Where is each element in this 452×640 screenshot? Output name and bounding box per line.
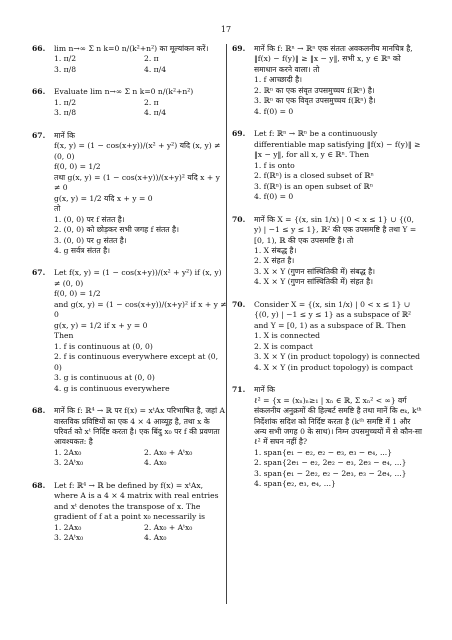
question-right-2 xyxy=(232,215,422,288)
question-number: 68. xyxy=(32,406,46,416)
question-text: मानें कि X = {(x, sin 1/x) | 0 < x ≤ 1} ∪ {(0, y) | −1 ≤ y ≤ 1}, ℝ² की एक उपसमष्टि है तथा Y = [0, 1), ℝ की एक उपसमष्टि है। तो xyxy=(254,214,417,245)
question-spacer xyxy=(232,288,422,300)
question-text: तथा g(x, y) = (1 − cos(x+y))/(x+y)² यदि x + y ≠ 0 xyxy=(54,172,220,193)
question-number: 70. xyxy=(232,299,246,309)
answer-option[interactable]: 2. (0, 0) को छोड़कर सभी जगह f संतत है। xyxy=(54,225,179,235)
answer-option[interactable]: 2. ℝⁿ का एक संवृत उपसमुच्चय f(ℝⁿ) है। xyxy=(254,85,375,95)
question-left-5 xyxy=(32,481,228,544)
options-list xyxy=(54,54,228,75)
answer-option[interactable]: 3. π/8 xyxy=(54,64,77,74)
question-text: lim n→∞ Σ n k=0 n/(k²+n²) का मूल्यांकन करें। xyxy=(54,44,209,53)
answer-option[interactable]: 2. span{2e₁ − e₂, 2e₂ − e₃, 2e₃ − e₄, ...} xyxy=(254,458,407,468)
question-text: f(0, 0) = 1/2 xyxy=(54,162,101,172)
options-list xyxy=(254,331,422,373)
question-right-4 xyxy=(232,385,422,490)
options-list xyxy=(54,523,228,544)
answer-option[interactable]: 3. 2Aᵗx₀ xyxy=(54,458,84,468)
answer-option[interactable]: 2. Ax₀ + Aᵗx₀ xyxy=(144,447,193,457)
answer-option[interactable]: 4. Ax₀ xyxy=(144,533,167,543)
answer-option[interactable]: 2. π xyxy=(144,97,159,107)
answer-option[interactable]: 2. X संहत है। xyxy=(254,256,295,266)
answer-option[interactable]: 1. f आच्छादी है। xyxy=(254,75,303,85)
answer-option[interactable]: 2. X is compact xyxy=(254,341,313,351)
answer-option[interactable]: 2. Ax₀ + Aᵗx₀ xyxy=(144,522,193,532)
question-spacer xyxy=(32,256,228,268)
question-text: मानें कि xyxy=(254,385,275,395)
page-number: 17 xyxy=(220,25,232,34)
question-right-1 xyxy=(232,129,422,202)
answer-option[interactable]: 3. g is continuous at (0, 0) xyxy=(54,373,155,383)
question-text: f(x, y) = (1 − cos(x+y))/(x² + y²) यदि (x, y) ≠ (0, 0) xyxy=(54,141,221,161)
question-text: मानें कि f: ℝⁿ → ℝⁿ एक संततः अवकलनीय मानचित्र है, ‖f(x) − f(y)‖ ≥ ‖x − y‖, सभी x, y ∈ ℝⁿ को समाधान करने वाला। तो xyxy=(254,44,413,74)
question-number: 70. xyxy=(232,214,246,224)
question-number: 66. xyxy=(32,44,46,53)
question-spacer xyxy=(232,490,422,502)
question-spacer xyxy=(232,203,422,215)
options-list xyxy=(254,161,422,203)
question-spacer xyxy=(232,117,422,129)
options-list xyxy=(254,448,422,490)
answer-option[interactable]: 1. 2Ax₀ xyxy=(54,522,82,532)
question-spacer xyxy=(32,544,228,556)
answer-option[interactable]: 3. f(ℝⁿ) is an open subset of ℝⁿ xyxy=(254,181,374,191)
question-text: g(x, y) = 1/2 यदि x + y = 0 xyxy=(54,193,153,203)
question-text: ℓ² = {x = (xₙ)ₙ≥₁ | xₙ ∈ ℝ, Σ xₙ² < ∞} वर्ग संकलनीय अनुक्रमों की हिल्बर्ट समष्टि है तथा मानें कि eₖ, kᵗʰ निर्देशांक सदिश को निर्दिष्ट करता है (kᵗʰ समष्टि में 1 और अन्य सभी जगह 0 के साथ)। निम्न उपसमुच्चयों में से कौन-सा ℓ² में सघन नहीं है? xyxy=(254,395,422,447)
question-text: Consider X = {(x, sin 1/x) | 0 < x ≤ 1} ∪ {(0, y) | −1 ≤ y ≤ 1} as a subspace of ℝ² and Y = [0, 1) as a subspace of ℝ. Then xyxy=(254,299,412,330)
right-column xyxy=(232,44,422,502)
answer-option[interactable]: 4. g सर्वत्र संतत है। xyxy=(54,245,111,255)
answer-option[interactable]: 4. Ax₀ xyxy=(144,458,167,468)
question-text: Evaluate lim n→∞ Σ n k=0 n/(k²+n²) xyxy=(54,87,194,97)
answer-option[interactable]: 1. π/2 xyxy=(54,54,77,64)
answer-option[interactable]: 3. X × Y (in product topology) is connected xyxy=(254,352,420,362)
question-number: 69. xyxy=(232,129,246,139)
answer-option[interactable]: 3. span{e₁ − 2e₂, e₂ − 2e₃, e₃ − 2e₄, ...} xyxy=(254,468,407,478)
question-number: 71. xyxy=(232,385,246,395)
question-text: Let f: ℝ⁴ → ℝ be defined by f(x) = xᵗAx, where A is a 4 × 4 matrix with real entries and xᵗ denotes the transpose of x. The gradient of f at a point x₀ necessarily is xyxy=(54,480,219,522)
question-text: मानें कि f: ℝ⁴ → ℝ पर f(x) = xᵗAx परिभाषित है, जहां A वास्तविक प्रविष्टियों का एक 4 × 4 आव्यूह है, तथा x के परिवर्त को xᵗ निर्दिष्ट करता है। एक बिंदु x₀ पर f की प्रवणता आवश्यकत: है xyxy=(54,406,225,447)
answer-option[interactable]: 1. span{e₁ − e₂, e₂ − e₃, e₃ − e₄, ...} xyxy=(254,447,393,457)
question-spacer xyxy=(32,119,228,131)
answer-option[interactable]: 1. 2Ax₀ xyxy=(54,447,82,457)
answer-option[interactable]: 2. π xyxy=(144,54,159,64)
answer-option[interactable]: 3. ℝⁿ का एक विवृत उपसमुच्चय f(ℝⁿ) है। xyxy=(254,96,376,106)
answer-option[interactable]: 4. f(0) = 0 xyxy=(254,106,294,116)
options-list xyxy=(54,98,228,119)
question-left-1 xyxy=(32,87,228,118)
question-number: 67. xyxy=(32,268,46,278)
options-list xyxy=(54,448,228,469)
question-spacer xyxy=(32,75,228,87)
answer-option[interactable]: 1. π/2 xyxy=(54,97,77,107)
answer-option[interactable]: 4. X × Y (गुणन सांस्थितिकी में) संहत है। xyxy=(254,277,374,287)
answer-option[interactable]: 4. f(0) = 0 xyxy=(254,192,294,202)
answer-option[interactable]: 1. X संबद्ध है। xyxy=(254,245,297,255)
question-left-0 xyxy=(32,44,228,75)
question-spacer xyxy=(32,469,228,481)
question-number: 69. xyxy=(232,44,246,53)
question-text: f(0, 0) = 1/2 xyxy=(54,289,101,299)
question-spacer xyxy=(32,394,228,406)
question-number: 66. xyxy=(32,87,46,97)
left-column xyxy=(32,44,228,556)
answer-option[interactable]: 1. X is connected xyxy=(254,331,320,341)
answer-option[interactable]: 3. X × Y (गुणन सांस्थितिकी में) संबद्ध है। xyxy=(254,266,376,276)
question-text: मानें कि xyxy=(54,130,75,140)
question-text: and g(x, y) = (1 − cos(x+y))/(x+y)² if x + y ≠ 0 xyxy=(54,299,227,320)
answer-option[interactable]: 3. π/8 xyxy=(54,108,77,118)
question-text: Let f: ℝⁿ → ℝⁿ be a continuously differentiable map satisfying ‖f(x) − f(y)‖ ≥ ‖x − y‖, for all x, y ∈ ℝⁿ. Then xyxy=(254,129,421,160)
answer-option[interactable]: 4. π/4 xyxy=(144,108,167,118)
question-right-3 xyxy=(232,300,422,373)
answer-option[interactable]: 1. f is onto xyxy=(254,160,295,170)
options-list xyxy=(54,342,228,394)
question-left-2 xyxy=(32,131,228,257)
answer-option[interactable]: 1. f is continuous at (0, 0) xyxy=(54,341,153,351)
question-number: 68. xyxy=(32,480,46,490)
question-left-4 xyxy=(32,406,228,469)
options-list xyxy=(54,215,228,257)
question-text: Then xyxy=(54,331,74,341)
options-list xyxy=(254,75,422,117)
question-text: g(x, y) = 1/2 if x + y = 0 xyxy=(54,320,148,330)
answer-option[interactable]: 4. X × Y (in product topology) is compact xyxy=(254,362,413,372)
question-right-0 xyxy=(232,44,422,117)
question-text: तो xyxy=(54,204,61,214)
answer-option[interactable]: 4. g is continuous everywhere xyxy=(54,383,170,393)
question-text: Let f(x, y) = (1 − cos(x+y))/(x² + y²) if (x, y) ≠ (0, 0) xyxy=(54,268,222,288)
answer-option[interactable]: 4. span{e₂, e₃, e₄, ...} xyxy=(254,479,336,489)
question-spacer xyxy=(232,373,422,385)
answer-option[interactable]: 4. π/4 xyxy=(144,64,167,74)
answer-option[interactable]: 3. (0, 0) पर g संतत है। xyxy=(54,235,127,245)
question-left-3 xyxy=(32,268,228,394)
answer-option[interactable]: 3. 2Aᵗx₀ xyxy=(54,533,84,543)
question-number: 67. xyxy=(32,130,46,140)
options-list xyxy=(254,246,422,288)
answer-option[interactable]: 2. f is continuous everywhere except at (0, 0) xyxy=(54,352,219,372)
answer-option[interactable]: 1. (0, 0) पर f संतत है। xyxy=(54,214,125,224)
answer-option[interactable]: 2. f(ℝⁿ) is a closed subset of ℝⁿ xyxy=(254,171,374,181)
